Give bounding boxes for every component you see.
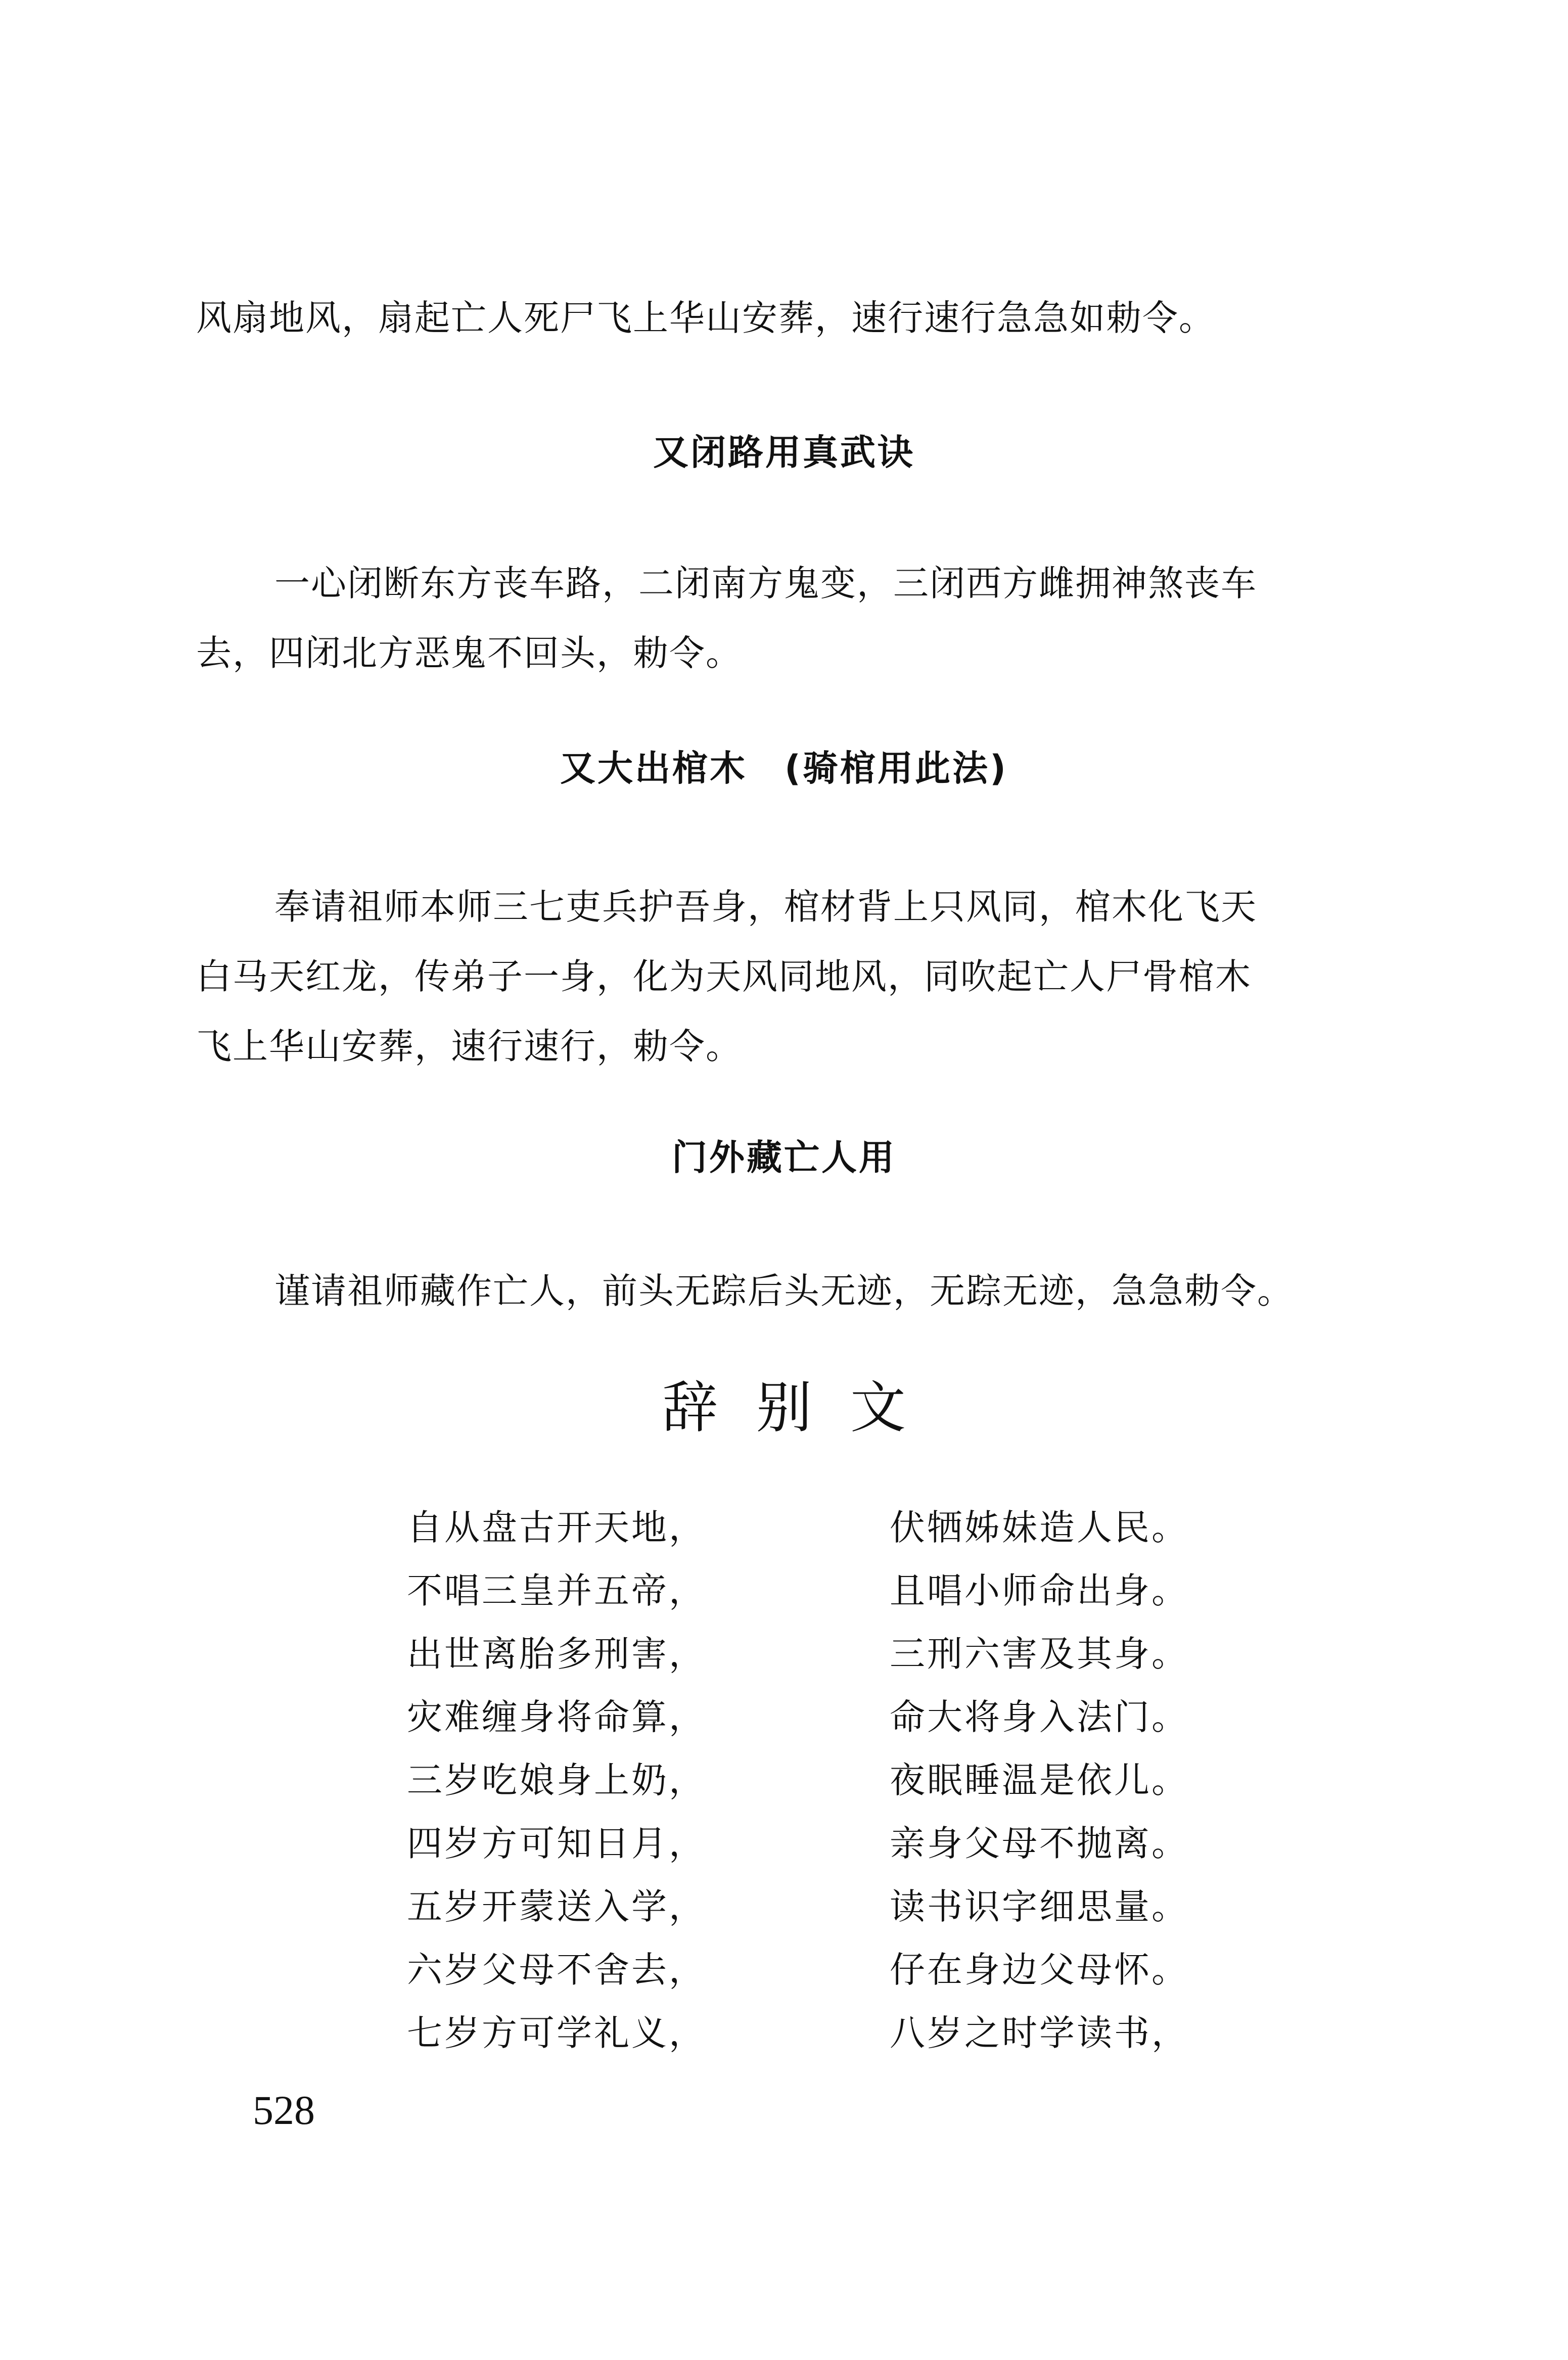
verse-line: 读书识字细思量。 bbox=[890, 1886, 1189, 1927]
text-line: 去，四闭北方恶鬼不回头，勅令。 bbox=[196, 632, 742, 674]
text-line: 风扇地风，扇起亡人死尸飞上华山安葬，速行速行急急如勅令。 bbox=[196, 297, 1215, 339]
verse-line: 夜眠睡温是依儿。 bbox=[890, 1760, 1189, 1801]
verse-line: 出世离胎多刑害， bbox=[407, 1633, 706, 1675]
verse-line: 仔在身边父母怀。 bbox=[890, 1949, 1189, 1991]
paragraph-menwai bbox=[196, 1256, 1294, 1326]
verse-right-column bbox=[890, 1496, 1189, 2065]
text-line: 白马天红龙，传弟子一身，化为天风同地风，同吹起亡人尸骨棺木 bbox=[196, 956, 1252, 997]
paragraph-bilu bbox=[196, 548, 1257, 688]
text-line: 飞上华山安葬，速行速行，勅令。 bbox=[196, 1026, 742, 1067]
verse-line: 不唱三皇并五帝， bbox=[407, 1570, 706, 1611]
verse-line: 七岁方可学礼义， bbox=[407, 2012, 706, 2054]
page-number: 528 bbox=[253, 2087, 315, 2133]
title-char: 别 bbox=[756, 1375, 812, 1440]
title-char: 文 bbox=[850, 1375, 906, 1440]
verse-line: 亲身父母不抛离。 bbox=[890, 1823, 1189, 1864]
section-heading-bilu: 又闭路用真武诀 bbox=[653, 432, 915, 473]
verse-line: 自从盘古开天地， bbox=[407, 1507, 706, 1548]
text-line: 谨请祖师藏作亡人，前头无踪后头无迹，无踪无迹，急急勅令。 bbox=[274, 1270, 1294, 1312]
verse-line: 命大将身入法门。 bbox=[890, 1696, 1189, 1738]
verse-line: 伏牺姊妹造人民。 bbox=[890, 1507, 1189, 1548]
paragraph-fengshan bbox=[196, 283, 1215, 353]
section-heading-chuguanmu: 又大出棺木 (骑棺用此法) bbox=[560, 748, 1008, 789]
verse-line: 五岁开蒙送入学， bbox=[407, 1886, 706, 1927]
verse-line: 灾难缠身将命算， bbox=[407, 1696, 706, 1738]
chapter-title bbox=[0, 1375, 1568, 1441]
verse-line: 且唱小师命出身。 bbox=[890, 1570, 1189, 1611]
title-char: 辞 bbox=[662, 1375, 718, 1440]
verse-line: 四岁方可知日月， bbox=[407, 1823, 706, 1864]
verse-line: 六岁父母不舍去， bbox=[407, 1949, 706, 1991]
text-line: 奉请祖师本师三七吏兵护吾身，棺材背上只风同，棺木化飞天 bbox=[274, 886, 1257, 928]
section-heading-menwai: 门外藏亡人用 bbox=[672, 1137, 896, 1178]
verse-line: 八岁之时学读书， bbox=[890, 2012, 1189, 2054]
paragraph-chuguanmu bbox=[196, 872, 1257, 1081]
text-line: 一心闭断东方丧车路，二闭南方鬼变，三闭西方雌拥神煞丧车 bbox=[274, 563, 1257, 604]
verse-left-column bbox=[407, 1496, 706, 2065]
verse-line: 三岁吃娘身上奶， bbox=[407, 1760, 706, 1801]
verse-line: 三刑六害及其身。 bbox=[890, 1633, 1189, 1675]
